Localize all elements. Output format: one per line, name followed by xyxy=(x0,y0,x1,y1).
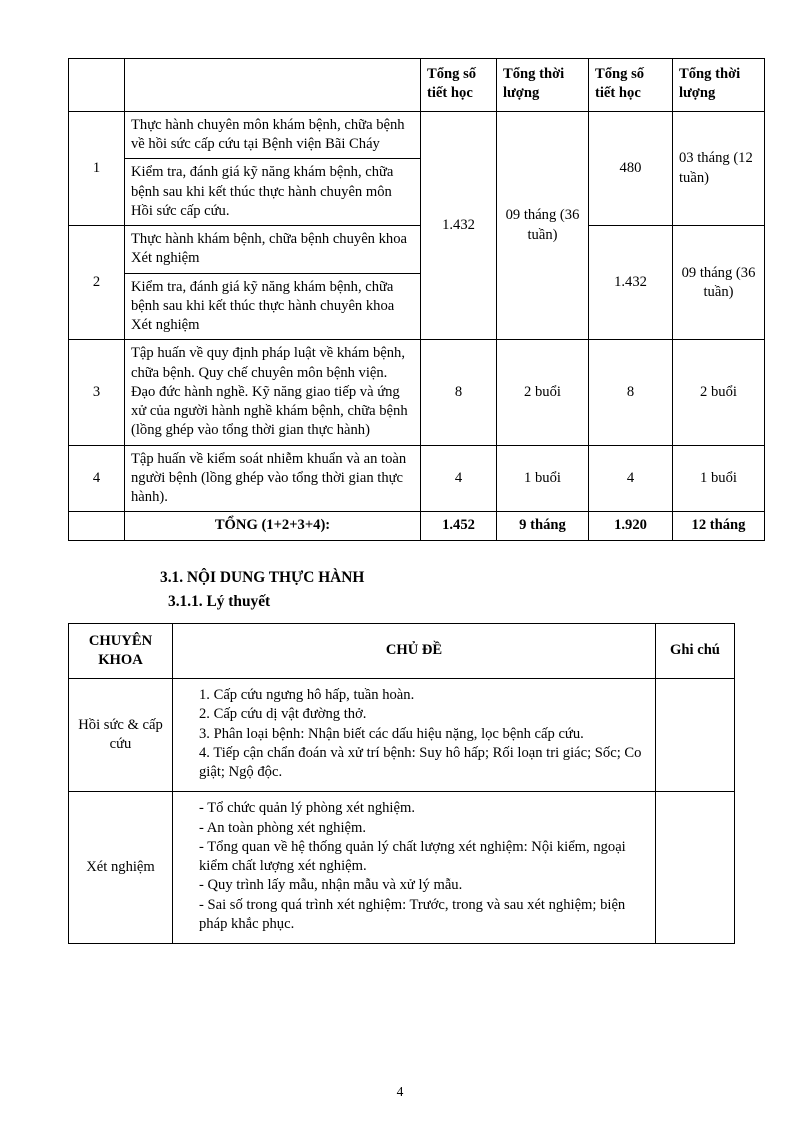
header-cell-topic: CHỦ ĐỀ xyxy=(173,623,656,679)
header-cell-total-duration: Tổng thời lượng xyxy=(673,59,765,112)
row-number: 4 xyxy=(69,445,125,512)
group-total-duration: 03 tháng (12 tuần) xyxy=(673,111,765,225)
topic-item: 1. Cấp cứu ngưng hô hấp, tuần hoàn. xyxy=(199,687,415,704)
theory-topics-table xyxy=(68,623,735,945)
table-row xyxy=(69,792,735,944)
table-total-row xyxy=(69,512,765,540)
table-header-row xyxy=(69,623,735,679)
row-description: Tập huấn về quy định pháp luật về khám bệnh, chữa bệnh. Quy chế chuyên môn bệnh viện. Đạo đức hành nghề. Kỹ năng giao tiếp và ứng xử của người hành nghề khám bệnh, chữa bệnh (lồng ghép vào tổng thời gian thực hành) xyxy=(125,340,421,445)
header-cell-content xyxy=(125,59,421,112)
table-row xyxy=(69,340,765,445)
group-total-lessons: 8 xyxy=(589,340,673,445)
group-total-duration: 09 tháng (36 tuần) xyxy=(673,226,765,340)
topic-item: - An toàn phòng xét nghiệm. xyxy=(199,819,366,836)
total-lessons: 1.452 xyxy=(421,512,497,540)
row-duration: 2 buổi xyxy=(497,340,589,445)
specialty-name: Hồi sức & cấp cứu xyxy=(69,679,173,792)
row-description: Tập huấn về kiểm soát nhiễm khuẩn và an toàn người bệnh (lồng ghép vào tổng thời gian thực hành). xyxy=(125,445,421,512)
group-total-duration: 2 buổi xyxy=(673,340,765,445)
merged-lessons-1-2: 1.432 xyxy=(421,111,497,340)
page-number: 4 xyxy=(396,1084,404,1099)
subsection-title: 3.1.1. Lý thuyết xyxy=(168,592,271,610)
row-description: Thực hành khám bệnh, chữa bệnh chuyên khoa Xét nghiệm xyxy=(125,226,421,274)
topic-list xyxy=(173,792,656,944)
topic-list xyxy=(173,679,656,792)
row-duration: 1 buổi xyxy=(497,445,589,512)
total-label: TỔNG (1+2+3+4): xyxy=(125,512,421,540)
table-header-row xyxy=(69,59,765,112)
table-row xyxy=(69,679,735,792)
row-description: Thực hành chuyên môn khám bệnh, chữa bệnh về hồi sức cấp cứu tại Bệnh viện Bãi Cháy xyxy=(125,111,421,159)
row-lessons: 8 xyxy=(421,340,497,445)
topic-item: 2. Cấp cứu dị vật đường thở. xyxy=(199,706,367,723)
specialty-name: Xét nghiệm xyxy=(69,792,173,944)
group-total-lessons: 480 xyxy=(589,111,673,225)
total-lessons-overall: 1.920 xyxy=(589,512,673,540)
header-cell-note: Ghi chú xyxy=(656,623,735,679)
note-cell xyxy=(656,792,735,944)
header-cell-index xyxy=(69,59,125,112)
table-row xyxy=(69,226,765,274)
row-number: 2 xyxy=(69,226,125,340)
practice-hours-table xyxy=(68,58,765,541)
total-duration-overall: 12 tháng xyxy=(673,512,765,540)
row-number: 1 xyxy=(69,111,125,225)
table-row xyxy=(69,111,765,159)
row-description: Kiểm tra, đánh giá kỹ năng khám bệnh, chữa bệnh sau khi kết thúc thực hành chuyên môn Hồi sức cấp cứu. xyxy=(125,159,421,226)
table-row xyxy=(69,445,765,512)
section-headings xyxy=(68,569,732,611)
topic-item: - Tổng quan về hệ thống quản lý chất lượng xét nghiệm: Nội kiểm, ngoại kiểm chất lượng xét nghiệm. xyxy=(199,838,626,875)
row-description: Kiểm tra, đánh giá kỹ năng khám bệnh, chữa bệnh sau khi kết thúc thực hành chuyên khoa Xét nghiệm xyxy=(125,273,421,340)
group-total-duration: 1 buổi xyxy=(673,445,765,512)
row-lessons: 4 xyxy=(421,445,497,512)
total-spacer xyxy=(69,512,125,540)
topic-item: - Tổ chức quản lý phòng xét nghiệm. xyxy=(199,800,415,817)
merged-duration-1-2: 09 tháng (36 tuần) xyxy=(497,111,589,340)
header-cell-total-lessons: Tổng số tiết học xyxy=(589,59,673,112)
header-cell-duration: Tổng thời lượng xyxy=(497,59,589,112)
topic-item: 4. Tiếp cận chẩn đoán và xử trí bệnh: Suy hô hấp; Rối loạn tri giác; Sốc; Co giật; Ngộ độc. xyxy=(199,744,642,781)
topic-item: 3. Phân loại bệnh: Nhận biết các dấu hiệu nặng, lọc bệnh cấp cứu. xyxy=(199,725,584,742)
group-total-lessons: 4 xyxy=(589,445,673,512)
note-cell xyxy=(656,679,735,792)
group-total-lessons: 1.432 xyxy=(589,226,673,340)
topic-item: - Quy trình lấy mẫu, nhận mẫu và xử lý mẫu. xyxy=(199,877,463,894)
section-title: 3.1. NỘI DUNG THỰC HÀNH xyxy=(160,568,365,586)
header-cell-lessons: Tổng số tiết học xyxy=(421,59,497,112)
header-cell-specialty: CHUYÊN KHOA xyxy=(69,623,173,679)
topic-item: - Sai số trong quá trình xét nghiệm: Trước, trong và sau xét nghiệm; biện pháp khắc phục. xyxy=(199,896,626,932)
total-duration: 9 tháng xyxy=(497,512,589,540)
row-number: 3 xyxy=(69,340,125,445)
